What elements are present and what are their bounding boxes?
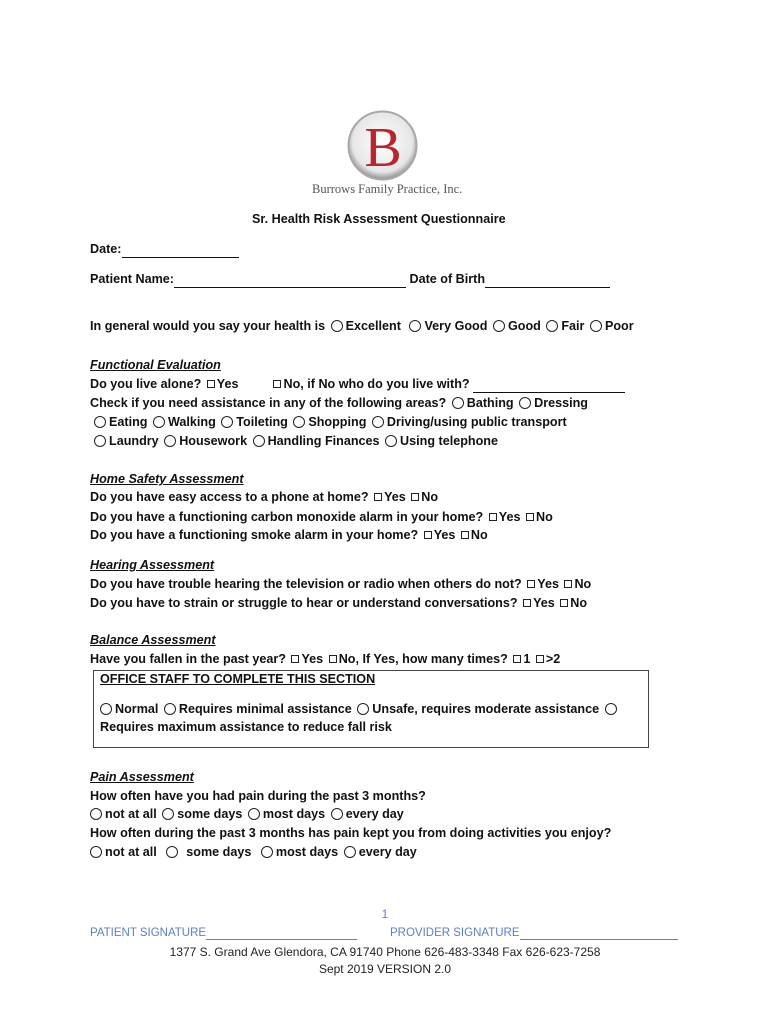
date-field[interactable] bbox=[122, 241, 239, 258]
practice-name: Burrows Family Practice, Inc. bbox=[312, 182, 463, 196]
radio-housework[interactable] bbox=[164, 435, 176, 447]
live-alone-yes-checkbox[interactable] bbox=[207, 380, 215, 388]
option-shopping: Shopping bbox=[308, 415, 367, 429]
logo-letter: B bbox=[364, 117, 402, 179]
hearing-q1 bbox=[90, 576, 591, 592]
smoke-no-checkbox[interactable] bbox=[461, 531, 469, 539]
option-every-day: every day bbox=[358, 845, 417, 859]
hearing-strain-no-checkbox[interactable] bbox=[560, 599, 568, 607]
live-alone-question: Do you live alone? bbox=[90, 377, 202, 391]
yes-label: Yes bbox=[533, 596, 555, 610]
option-eating: Eating bbox=[109, 415, 148, 429]
radio-moderate-assistance[interactable] bbox=[357, 703, 369, 715]
radio-pain1-not-at-all[interactable] bbox=[90, 808, 102, 820]
option-finances: Handling Finances bbox=[267, 434, 380, 448]
option-walking: Walking bbox=[167, 415, 216, 429]
provider-signature-field[interactable] bbox=[520, 927, 678, 940]
falls-more-checkbox[interactable] bbox=[536, 655, 544, 663]
radio-bathing[interactable] bbox=[452, 397, 464, 409]
option-not-at-all: not at all bbox=[105, 845, 157, 859]
radio-toileting[interactable] bbox=[221, 416, 233, 428]
option-moderate-assistance: Unsafe, requires moderate assistance bbox=[372, 702, 600, 716]
option-some-days: some days bbox=[186, 845, 252, 859]
radio-pain1-some-days[interactable] bbox=[162, 808, 174, 820]
live-alone-yes-label: Yes bbox=[216, 377, 239, 391]
radio-dressing[interactable] bbox=[519, 397, 531, 409]
option-bathing: Bathing bbox=[466, 396, 514, 410]
option-housework: Housework bbox=[179, 434, 248, 448]
patient-row bbox=[90, 271, 610, 288]
option-driving: Driving/using public transport bbox=[386, 415, 567, 429]
yes-label: Yes bbox=[301, 652, 324, 666]
live-alone-row bbox=[90, 376, 625, 393]
provider-signature-label: PROVIDER SIGNATURE bbox=[390, 927, 520, 939]
radio-finances[interactable] bbox=[253, 435, 265, 447]
hearing-strain-yes-checkbox[interactable] bbox=[523, 599, 531, 607]
home-safety-q3 bbox=[90, 527, 488, 543]
radio-pain2-most-days[interactable] bbox=[261, 846, 273, 858]
footer-address: 1377 S. Grand Ave Glendora, CA 91740 Phone 626-483-3348 Fax 626-623-7258 bbox=[169, 945, 601, 959]
balance-q1 bbox=[90, 651, 560, 667]
option-dressing: Dressing bbox=[534, 396, 588, 410]
health-question: In general would you say your health is bbox=[90, 319, 326, 333]
pain-q2-options bbox=[88, 844, 417, 860]
live-alone-no-label: No, if No who do you live with? bbox=[283, 377, 470, 391]
functional-heading: Functional Evaluation bbox=[90, 358, 221, 372]
option-fair: Fair bbox=[561, 319, 585, 333]
option-laundry: Laundry bbox=[109, 434, 159, 448]
radio-poor[interactable] bbox=[590, 320, 602, 332]
falls-more-label: >2 bbox=[545, 652, 561, 666]
pain-heading: Pain Assessment bbox=[90, 770, 194, 784]
patient-signature-label: PATIENT SIGNATURE bbox=[90, 927, 207, 939]
yes-label: Yes bbox=[537, 577, 559, 591]
patient-name-label: Patient Name: bbox=[90, 272, 174, 286]
phone-no-checkbox[interactable] bbox=[411, 493, 419, 501]
radio-laundry[interactable] bbox=[94, 435, 106, 447]
logo-mark-icon bbox=[345, 108, 420, 183]
radio-excellent[interactable] bbox=[331, 320, 343, 332]
areas-row-2 bbox=[92, 414, 567, 430]
radio-eating[interactable] bbox=[94, 416, 106, 428]
pain-q1: How often have you had pain during the past 3 months? bbox=[90, 789, 426, 803]
co-no-checkbox[interactable] bbox=[526, 513, 534, 521]
co-alarm-question: Do you have a functioning carbon monoxide alarm in your home? bbox=[90, 510, 484, 524]
option-toileting: Toileting bbox=[236, 415, 288, 429]
radio-shopping[interactable] bbox=[293, 416, 305, 428]
live-alone-no-checkbox[interactable] bbox=[273, 380, 281, 388]
footer-version: Sept 2019 VERSION 2.0 bbox=[318, 962, 452, 976]
option-maximum-assistance: Requires maximum assistance to reduce fall risk bbox=[100, 720, 392, 734]
falls-1-checkbox[interactable] bbox=[513, 655, 521, 663]
radio-minimal-assistance[interactable] bbox=[164, 703, 176, 715]
radio-walking[interactable] bbox=[153, 416, 165, 428]
office-staff-title: OFFICE STAFF TO COMPLETE THIS SECTION bbox=[100, 672, 376, 686]
option-some-days: some days bbox=[177, 807, 243, 821]
fallen-no-checkbox[interactable] bbox=[329, 655, 337, 663]
assist-question: Check if you need assistance in any of the following areas? bbox=[90, 396, 447, 410]
hearing-tv-no-checkbox[interactable] bbox=[564, 580, 572, 588]
co-yes-checkbox[interactable] bbox=[489, 513, 497, 521]
falls-1-label: 1 bbox=[523, 652, 531, 666]
option-excellent: Excellent bbox=[345, 319, 401, 333]
yes-label: Yes bbox=[384, 490, 406, 504]
option-minimal-assistance: Requires minimal assistance bbox=[178, 702, 352, 716]
live-with-field[interactable] bbox=[473, 376, 625, 393]
option-not-at-all: not at all bbox=[105, 807, 157, 821]
radio-pain2-every-day[interactable] bbox=[344, 846, 356, 858]
option-most-days: most days bbox=[262, 807, 326, 821]
radio-pain2-not-at-all[interactable] bbox=[90, 846, 102, 858]
option-good: Good bbox=[507, 319, 541, 333]
balance-heading: Balance Assessment bbox=[90, 633, 216, 647]
patient-signature-field[interactable] bbox=[206, 927, 357, 940]
home-safety-heading: Home Safety Assessment bbox=[90, 472, 244, 486]
hearing-heading: Hearing Assessment bbox=[90, 558, 215, 572]
phone-yes-checkbox[interactable] bbox=[374, 493, 382, 501]
provider-signature bbox=[390, 927, 678, 940]
fallen-yes-checkbox[interactable] bbox=[291, 655, 299, 663]
no-label: No bbox=[570, 596, 588, 610]
radio-very-good[interactable] bbox=[409, 320, 421, 332]
radio-telephone[interactable] bbox=[385, 435, 397, 447]
patient-signature bbox=[90, 927, 357, 940]
hearing-strain-question: Do you have to strain or struggle to hear or understand conversations? bbox=[90, 596, 518, 610]
pain-q1-options bbox=[88, 806, 404, 822]
radio-good[interactable] bbox=[493, 320, 505, 332]
hearing-q2 bbox=[90, 595, 587, 611]
home-safety-q1 bbox=[90, 489, 438, 505]
no-label: No bbox=[421, 490, 439, 504]
yes-label: Yes bbox=[433, 528, 456, 542]
radio-fair[interactable] bbox=[546, 320, 558, 332]
fallen-question: Have you fallen in the past year? bbox=[90, 652, 286, 666]
no-label: No bbox=[574, 577, 592, 591]
radio-pain1-every-day[interactable] bbox=[331, 808, 343, 820]
yes-label: Yes bbox=[498, 510, 521, 524]
practice-logo bbox=[345, 108, 420, 183]
option-every-day: every day bbox=[345, 807, 404, 821]
fallen-no-label: No, If Yes, how many times? bbox=[338, 652, 508, 666]
page-number: 1 bbox=[381, 909, 389, 921]
home-safety-q2 bbox=[90, 509, 553, 525]
hearing-tv-question: Do you have trouble hearing the television or radio when others do not? bbox=[90, 577, 522, 591]
option-telephone: Using telephone bbox=[400, 434, 499, 448]
radio-normal[interactable] bbox=[100, 703, 112, 715]
dob-label: Date of Birth bbox=[409, 272, 486, 286]
option-most-days: most days bbox=[275, 845, 339, 859]
no-label: No bbox=[535, 510, 553, 524]
dob-field[interactable] bbox=[485, 271, 610, 288]
phone-access-question: Do you have easy access to a phone at home? bbox=[90, 490, 369, 504]
radio-driving[interactable] bbox=[372, 416, 384, 428]
date-row bbox=[90, 241, 239, 258]
radio-pain1-most-days[interactable] bbox=[248, 808, 260, 820]
health-row bbox=[90, 318, 634, 334]
hearing-tv-yes-checkbox[interactable] bbox=[527, 580, 535, 588]
option-normal: Normal bbox=[115, 702, 159, 716]
staff-options-row bbox=[98, 701, 620, 717]
no-label: No bbox=[470, 528, 488, 542]
smoke-alarm-question: Do you have a functioning smoke alarm in your home? bbox=[90, 528, 419, 542]
patient-name-field[interactable] bbox=[174, 271, 406, 288]
option-poor: Poor bbox=[604, 319, 634, 333]
radio-pain2-some-days[interactable] bbox=[166, 846, 178, 858]
page-title: Sr. Health Risk Assessment Questionnaire bbox=[252, 212, 506, 226]
smoke-yes-checkbox[interactable] bbox=[424, 531, 432, 539]
date-label: Date: bbox=[90, 242, 122, 256]
pain-q2: How often during the past 3 months has pain kept you from doing activities you enjoy? bbox=[90, 826, 612, 840]
assist-row bbox=[90, 395, 588, 411]
radio-maximum-assistance[interactable] bbox=[605, 703, 617, 715]
option-very-good: Very Good bbox=[424, 319, 488, 333]
areas-row-3 bbox=[92, 433, 498, 449]
